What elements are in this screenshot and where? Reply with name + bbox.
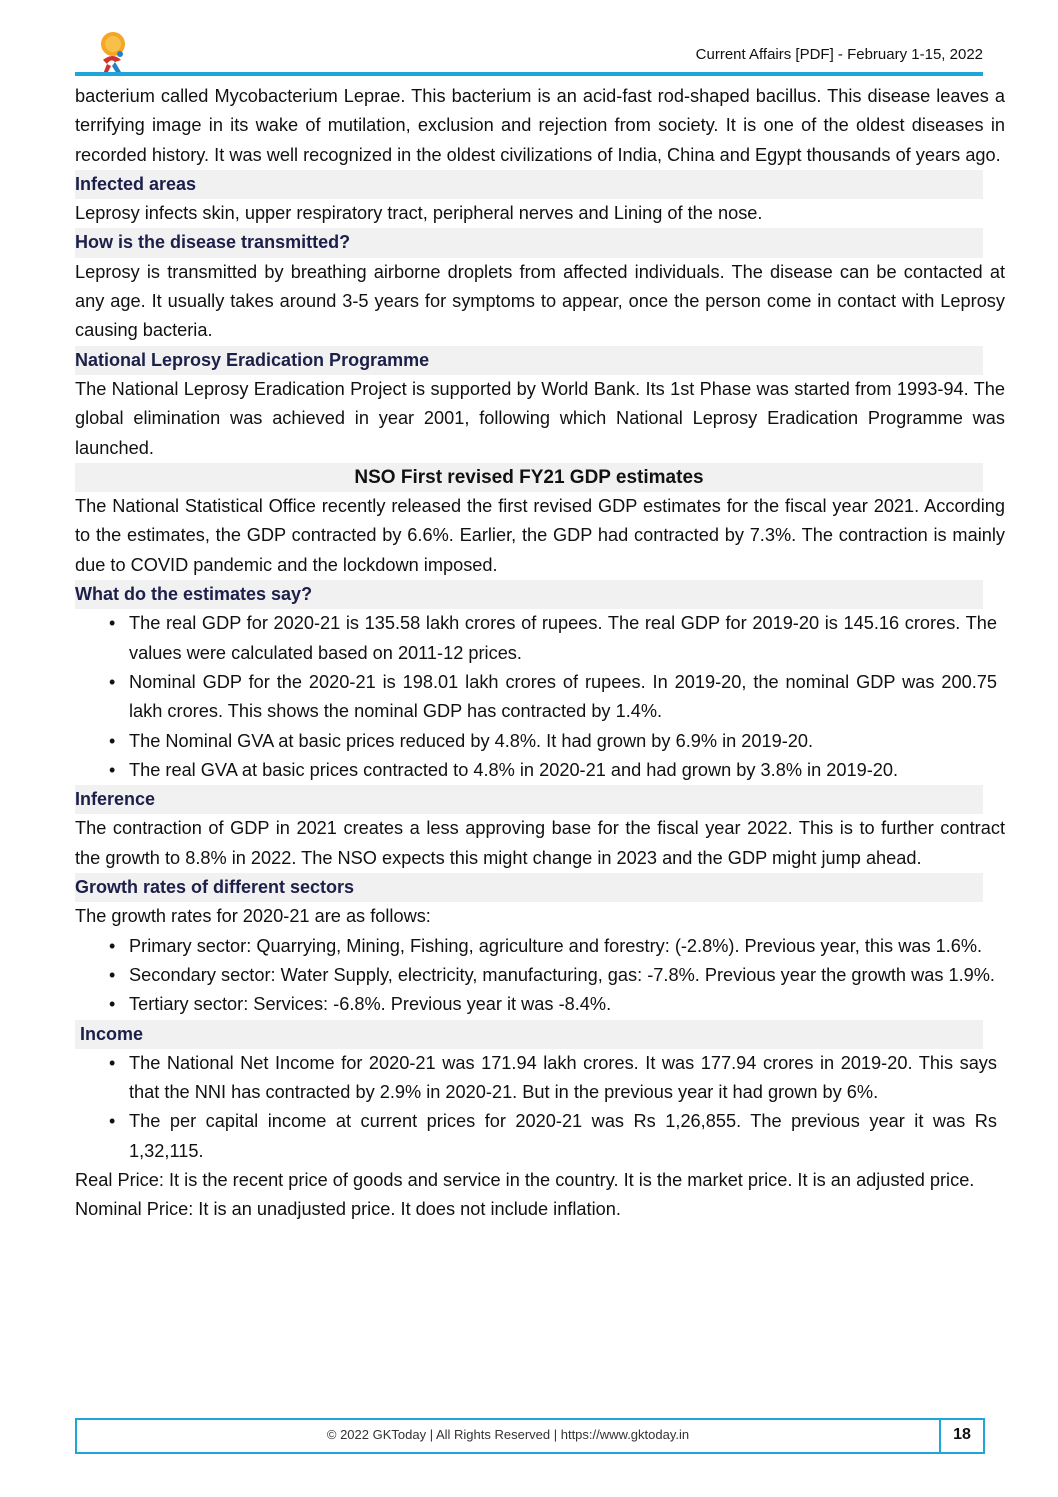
transmission-text: Leprosy is transmitted by breathing airborne droplets from affected individuals. The disease can be contacted at any age. It usually takes around 3-5 years for symptoms to appear, once the person come in contact with Leprosy causing bacteria. (75, 261, 1005, 341)
page-content (75, 82, 1007, 1225)
estimates-list (75, 609, 1007, 785)
list-item: • The real GDP for 2020-21 is 135.58 lakh crores of rupees. The real GDP for 2019-20 is 145.16 crores. The values were calculated based on 2011-12 prices. (129, 609, 1007, 668)
header-rule (75, 72, 983, 76)
nlep-text: The National Leprosy Eradication Project is supported by World Bank. Its 1st Phase was started from 1993-94. The global elimination was achieved in year 2001, following which National Leprosy Eradication Programme was launched. (75, 378, 1005, 458)
transmission-heading: How is the disease transmitted? (75, 228, 983, 257)
header-title: Current Affairs [PDF] - February 1-15, 2022 (695, 46, 983, 63)
growth-rates-list (75, 932, 1007, 1020)
nso-text: The National Statistical Office recently released the first revised GDP estimates for the fiscal year 2021. According to the estimates, the GDP contracted by 6.6%. Earlier, the GDP had contracted by 7.3%. The contraction is mainly due to COVID pandemic and the lockdown imposed. (75, 496, 1005, 575)
growth-rates-intro: The growth rates for 2020-21 are as follows: (75, 906, 431, 927)
list-item: • The per capital income at current prices for 2020-21 was Rs 1,26,855. The previous year it was Rs 1,32,115. (129, 1107, 1007, 1166)
income-heading: Income (75, 1020, 983, 1049)
gktoday-logo-icon (93, 30, 133, 78)
list-item: • The National Net Income for 2020-21 was 171.94 lakh crores. It was 177.94 crores in 2019-20. This says that the NNI has contracted by 2.9% in 2020-21. But in the previous year it had grown by 6%. (129, 1049, 1007, 1108)
estimates-heading: What do the estimates say? (75, 580, 983, 609)
nlep-heading: National Leprosy Eradication Programme (75, 346, 983, 375)
infected-areas-text: Leprosy infects skin, upper respiratory tract, peripheral nerves and Lining of the nose. (75, 203, 763, 224)
infected-areas-heading: Infected areas (75, 170, 983, 199)
real-price-text: Real Price: It is the recent price of goods and service in the country. It is the market price. It is an adjusted price. (75, 1169, 975, 1190)
footer-copyright: © 2022 GKToday | All Rights Reserved | https://www.gktoday.in (326, 1427, 690, 1442)
list-item: • Nominal GDP for the 2020-21 is 198.01 lakh crores of rupees. In 2019-20, the nominal GDP was 200.75 lakh crores. This shows the nominal GDP has contracted by 1.4%. (129, 668, 1007, 727)
article-title: NSO First revised FY21 GDP estimates (75, 463, 983, 492)
page-header (75, 30, 983, 78)
inference-text: The contraction of GDP in 2021 creates a less approving base for the fiscal year 2022. This is to further contract the growth to 8.8% in 2022. The NSO expects this might change in 2023 and the GDP might jump ahead. (75, 818, 1005, 868)
intro-paragraph: bacterium called Mycobacterium Leprae. This bacterium is an acid-fast rod-shaped bacillus. This disease leaves a terrifying image in its wake of mutilation, exclusion and rejection from society. It is one of the oldest diseases in recorded history. It was well recognized in the oldest civilizations of India, China and Egypt thousands of years ago. (75, 86, 1005, 165)
list-item: • Primary sector: Quarrying, Mining, Fishing, agriculture and forestry: (-2.8%). Previous year, this was 1.6%. (129, 932, 1007, 961)
list-item: • The Nominal GVA at basic prices reduced by 4.8%. It had grown by 6.9% in 2019-20. (129, 727, 1007, 756)
list-item: • Tertiary sector: Services: -6.8%. Previous year it was -8.4%. (129, 990, 1007, 1019)
inference-heading: Inference (75, 785, 983, 814)
list-item: • The real GVA at basic prices contracted to 4.8% in 2020-21 and had grown by 3.8% in 2019-20. (129, 756, 1007, 785)
page-number: 18 (953, 1426, 971, 1443)
list-item: • Secondary sector: Water Supply, electricity, manufacturing, gas: -7.8%. Previous year the growth was 1.9%. (129, 961, 1007, 990)
nominal-price-text: Nominal Price: It is an unadjusted price. It does not include inflation. (75, 1199, 621, 1220)
growth-rates-heading: Growth rates of different sectors (75, 873, 983, 902)
income-list (75, 1049, 1007, 1166)
page-footer (75, 1418, 985, 1454)
